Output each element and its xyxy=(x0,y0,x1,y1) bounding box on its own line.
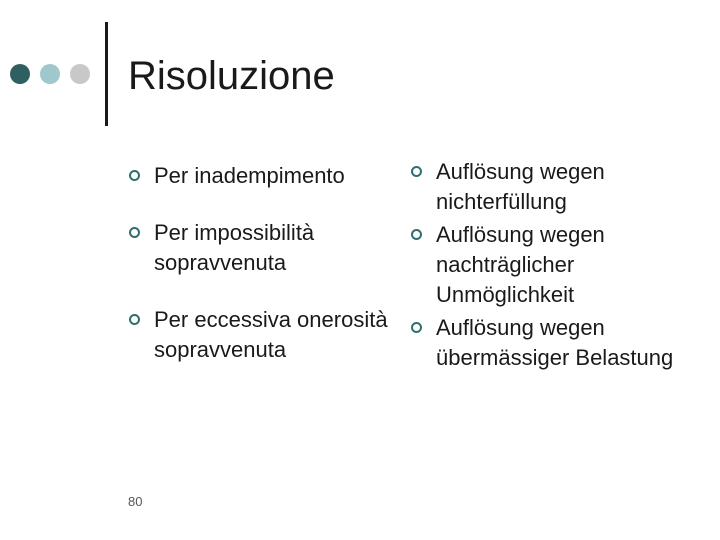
list-item xyxy=(436,220,706,310)
list-item xyxy=(154,161,404,191)
list-item-text: Per eccessiva onerosità sopravvenuta xyxy=(154,307,388,362)
italian-bullet-list xyxy=(154,161,404,392)
bullet-icon xyxy=(129,170,140,181)
list-item-text: Per impossibilità sopravvenuta xyxy=(154,220,315,275)
list-item xyxy=(154,218,404,278)
list-item xyxy=(436,157,706,217)
decorative-dot-light xyxy=(40,64,60,84)
bullet-icon xyxy=(129,314,140,325)
list-item xyxy=(436,313,706,373)
list-item-text: Auflösung wegen nachträglicher Unmöglichkeit xyxy=(436,222,605,307)
list-item-text: Auflösung wegen nichterfüllung xyxy=(436,159,605,214)
page-number: 80 xyxy=(128,494,143,509)
decorative-dot-gray xyxy=(70,64,90,84)
bullet-icon xyxy=(411,166,422,177)
title-divider xyxy=(105,22,108,126)
bullet-icon xyxy=(411,229,422,240)
list-item-text: Auflösung wegen übermässiger Belastung xyxy=(436,315,674,370)
list-item-text: Per inadempimento xyxy=(154,163,345,188)
decorative-dot-dark xyxy=(10,64,30,84)
bullet-icon xyxy=(129,227,140,238)
slide-title: Risoluzione xyxy=(128,54,335,98)
bullet-icon xyxy=(411,322,422,333)
list-item xyxy=(154,305,404,365)
german-bullet-list xyxy=(436,157,706,376)
